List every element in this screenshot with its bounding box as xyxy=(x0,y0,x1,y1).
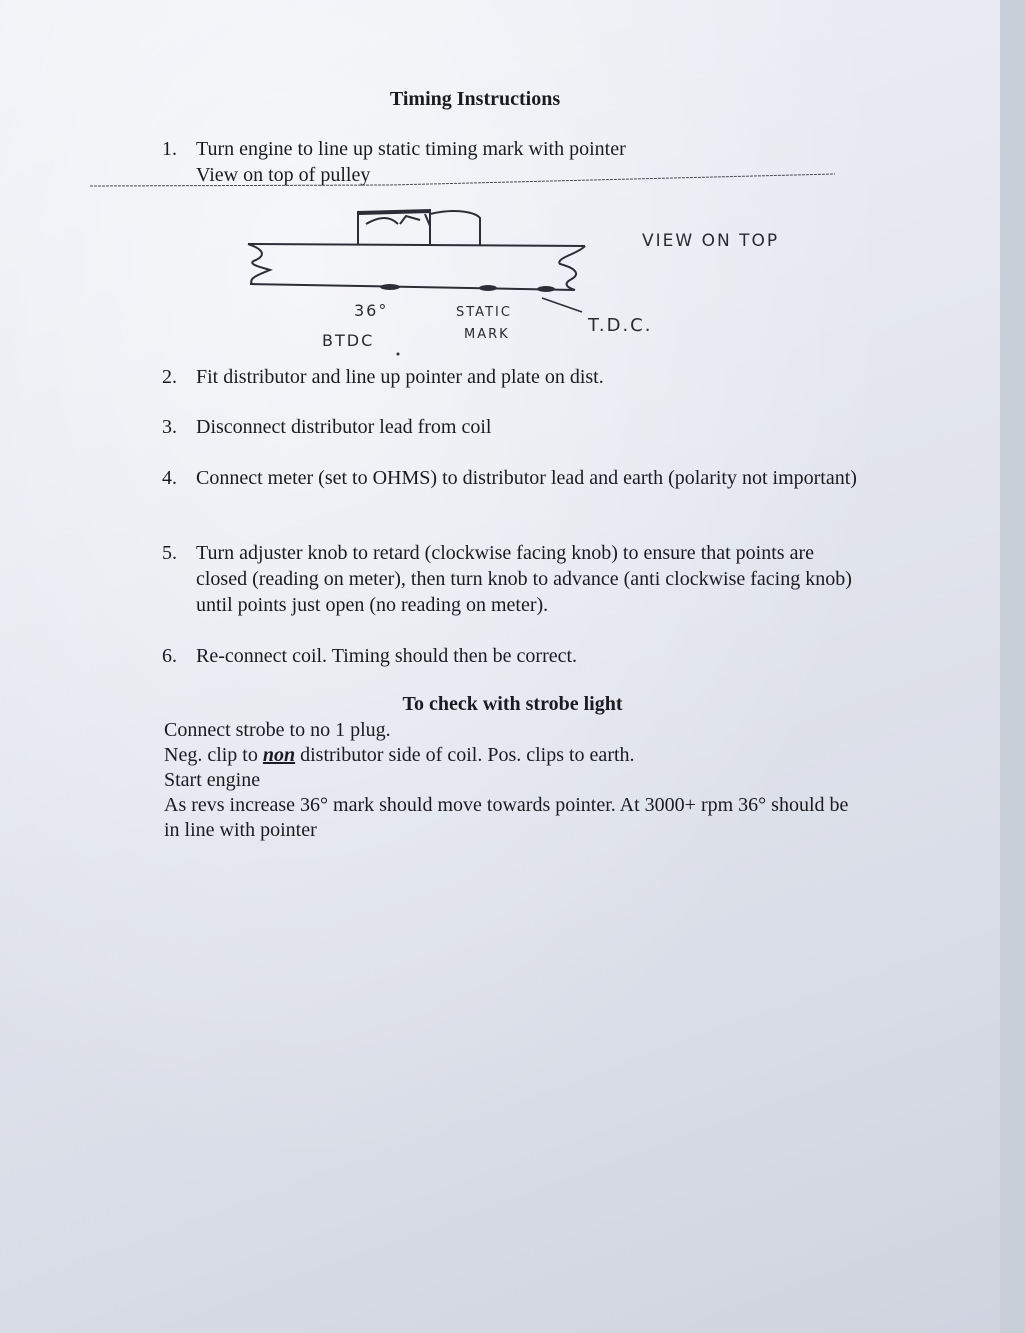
step-number: 1. xyxy=(162,138,177,160)
mark-36-label: 36° xyxy=(354,301,389,320)
step-1-line-1: Turn engine to line up static timing mark with pointer xyxy=(196,138,626,160)
step-4 xyxy=(162,465,862,491)
pulley-bottom-edge xyxy=(250,284,575,290)
step-number: 4. xyxy=(162,467,177,489)
stray-dot xyxy=(397,353,400,356)
btdc-label: BTDC xyxy=(322,331,375,350)
pointer-housing-shape xyxy=(358,210,430,244)
step-6 xyxy=(162,643,862,669)
step-number: 5. xyxy=(162,542,177,564)
strobe-heading: To check with strobe light xyxy=(402,693,623,715)
step-text: Re-connect coil. Timing should then be correct. xyxy=(196,645,578,667)
step-text: Disconnect distributor lead from coil xyxy=(196,416,492,438)
step-3 xyxy=(162,414,862,440)
view-on-top-label: VIEW ON TOP xyxy=(642,231,780,251)
mark-36-dot xyxy=(380,284,400,290)
strobe-line-3: Start engine xyxy=(164,769,261,791)
step-text: Turn adjuster knob to retard (clockwise facing knob) to ensure that points are closed (reading on meter), then turn knob to advance (anti clockwise facing knob) until points just open (no reading on meter). xyxy=(196,542,852,616)
strobe-line-2 xyxy=(164,743,864,768)
step-number: 2. xyxy=(162,366,177,388)
left-break-squiggle xyxy=(248,244,270,284)
strobe-line-1: Connect strobe to no 1 plug. xyxy=(164,719,391,741)
pulley-top-edge xyxy=(248,244,585,246)
step-number: 3. xyxy=(162,416,177,438)
step-5 xyxy=(162,540,862,618)
strobe-instructions xyxy=(164,718,864,843)
housing-right-side xyxy=(430,211,480,246)
static-label: STATIC xyxy=(456,305,512,320)
mark-label: MARK xyxy=(464,327,510,342)
strobe-line-4: As revs increase 36° mark should move towards pointer. At 3000+ rpm 36° should be in line with pointer xyxy=(164,794,849,841)
tdc-mark-dot xyxy=(537,286,555,292)
pulley-sketch xyxy=(230,198,780,363)
step-2 xyxy=(162,364,862,390)
non-emphasis: non xyxy=(262,744,296,766)
document-title: Timing Instructions xyxy=(389,88,561,110)
step-number: 6. xyxy=(162,645,177,667)
tdc-label: T.D.C. xyxy=(588,315,653,336)
step-text: Connect meter (set to OHMS) to distributor lead and earth (polarity not important) xyxy=(196,467,857,489)
static-mark-dot xyxy=(479,285,497,291)
tdc-leader-line xyxy=(542,298,582,312)
strobe-line-2-start: Neg. clip to xyxy=(164,744,263,766)
right-break-squiggle xyxy=(559,246,585,290)
step-text: Fit distributor and line up pointer and plate on dist. xyxy=(196,366,604,388)
step-1-line-2: View on top of pulley xyxy=(196,164,371,186)
handdrawn-divider-line xyxy=(90,172,835,192)
strobe-line-2-end: distributor side of coil. Pos. clips to earth. xyxy=(295,744,635,766)
